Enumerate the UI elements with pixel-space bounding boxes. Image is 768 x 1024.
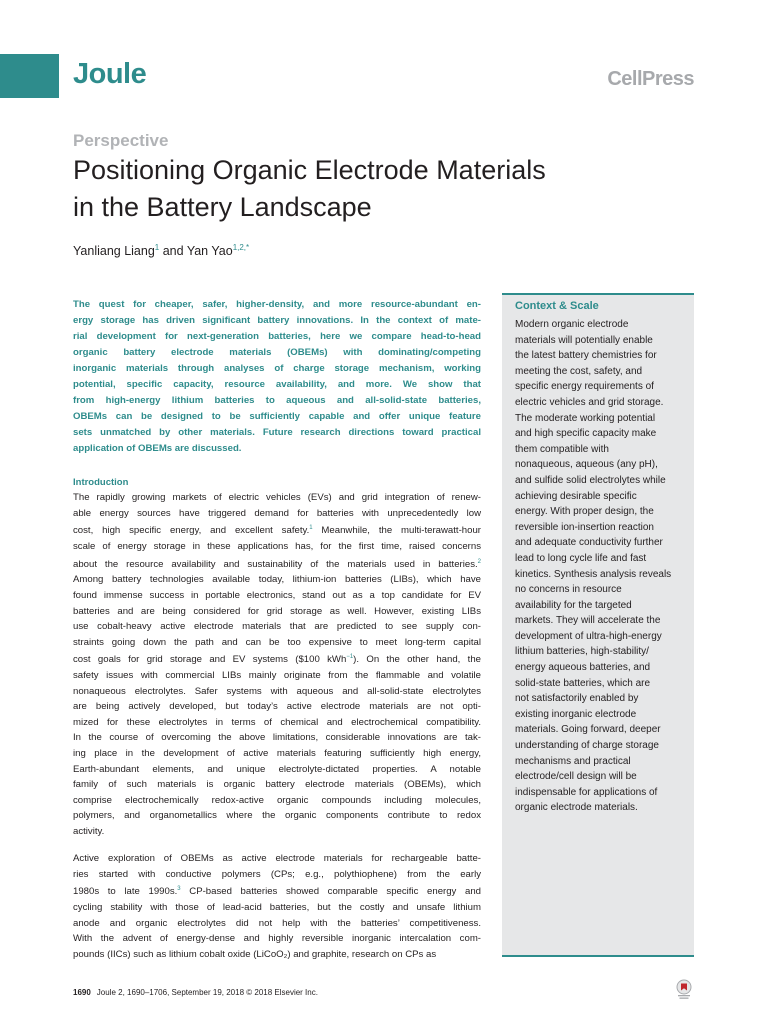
- sidebar-line: organic electrode materials.: [515, 802, 638, 814]
- sidebar-line: mechanisms and practical: [515, 755, 631, 767]
- reference-link[interactable]: 2: [477, 558, 481, 565]
- body-line: [73, 521, 481, 539]
- sidebar-line: lead to long cycle life and fast: [515, 552, 647, 564]
- sidebar-line: solid-state batteries, which are: [515, 677, 651, 689]
- sidebar-text: [515, 317, 687, 816]
- body-line: [73, 777, 481, 793]
- line-text: comprise electrochemically redox-active organic compounds including molecules,: [73, 794, 481, 806]
- author-affiliation-link[interactable]: 1,2,*: [232, 243, 250, 252]
- sidebar-line: development of ultra-high-energy: [515, 630, 662, 642]
- abstract: [73, 297, 481, 457]
- page-footer: [73, 988, 318, 997]
- abstract-line: ergy storage has driven significant battery innovations. In the context of mate-: [73, 315, 481, 326]
- body-line: [73, 916, 481, 932]
- abstract-line: application of OBEMs are discussed.: [73, 443, 242, 454]
- body-line: [73, 572, 481, 588]
- line-text: batteries and are being considered for grid storage as well. However, existing LIBs: [73, 605, 481, 617]
- second-paragraph: [73, 851, 481, 962]
- sidebar-bottom-rule: [502, 955, 694, 957]
- section-heading-introduction: Introduction: [73, 477, 129, 488]
- line-text: Active exploration of OBEMs as active electrode materials for rechargeable batte-: [73, 853, 481, 864]
- sidebar-line: lithium batteries, high-stability/: [515, 646, 649, 658]
- article-type: Perspective: [73, 131, 169, 150]
- abstract-line: potential, specific capacity, resource availability, and more. We show that: [73, 379, 481, 390]
- abstract-line: rial development for next-generation batteries, here we compare head-to-head: [73, 331, 481, 342]
- sidebar-line: reversible ion-insertion reaction: [515, 521, 654, 533]
- body-line: [73, 668, 481, 684]
- publisher-logo: CellPress: [607, 68, 694, 90]
- crossmark-icon[interactable]: [675, 979, 693, 1001]
- sidebar-line: no concerns in resource: [515, 584, 622, 596]
- sidebar-line: the latest battery chemistries for: [515, 350, 657, 362]
- sidebar-line: kinetics. Synthesis analysis reveals: [515, 568, 672, 580]
- body-line: [73, 715, 481, 731]
- line-text: Earth-abundant elements, and unique electrolyte-dictated properties. A notable: [73, 763, 481, 775]
- sidebar-line: indispensable for applications of: [515, 786, 658, 798]
- abstract-line: sets unmatched by other materials. Future research directions toward practical: [73, 427, 481, 438]
- sidebar-line: nonaqueous, aqueous (any pH),: [515, 459, 658, 471]
- line-text: Meanwhile, the multi-terawatt-hour: [312, 525, 481, 537]
- sidebar-line: energy. With proper design, the: [515, 506, 654, 518]
- author-separator: and: [159, 244, 187, 259]
- line-text: activity.: [73, 826, 105, 838]
- body-line: [73, 931, 481, 947]
- line-text: family of such materials is organic battery electrode materials (OBEMs), which: [73, 779, 481, 791]
- body-line: [73, 882, 481, 900]
- reference-link[interactable]: −1: [346, 654, 354, 661]
- sidebar-line: and sulfide solid electrolytes while: [515, 474, 666, 486]
- context-and-scale-box: [502, 293, 694, 957]
- body-line: [73, 604, 481, 620]
- body-line: [73, 851, 481, 867]
- body-line: [73, 506, 481, 522]
- sidebar-line: existing inorganic electrode: [515, 708, 637, 720]
- sidebar-line: The moderate working potential: [515, 412, 656, 424]
- sidebar-line: materials. Going forward, deeper: [515, 724, 661, 736]
- sidebar-title: Context & Scale: [515, 300, 599, 312]
- line-text: cost, high specific energy, and excellent safety.: [73, 525, 310, 537]
- body-line: [73, 947, 481, 963]
- body-line: [73, 808, 481, 824]
- author-affiliation-link[interactable]: 1: [154, 243, 160, 252]
- sidebar-line: understanding of charge storage: [515, 740, 659, 752]
- sidebar-line: and adequate conductivity further: [515, 537, 663, 549]
- abstract-line: organic battery electrode materials (OBEMs) with dominating/competing: [73, 347, 481, 358]
- line-text: 1980s to late 1990s.: [73, 886, 178, 898]
- author-name: Yanliang Liang: [73, 244, 155, 259]
- header-accent-bar: [0, 54, 59, 98]
- body-line: [73, 555, 481, 573]
- author-name: Yan Yao: [186, 244, 233, 259]
- sidebar-line: markets. They will accelerate the: [515, 615, 661, 627]
- body-line: [73, 746, 481, 762]
- author-list: [73, 243, 249, 258]
- body-line: [73, 867, 481, 883]
- line-text: are being actively developed, but today’s active electrode materials are not opti-: [73, 701, 481, 713]
- sidebar-line: and high specific capacity make: [515, 428, 657, 440]
- sidebar-line: not satisfactorily enabled by: [515, 693, 639, 705]
- line-text: pounds (IICs) such as lithium cobalt oxide (LiCoO₂) and graphite, research on CPs as: [73, 948, 437, 960]
- abstract-line: The quest for cheaper, safer, higher-density, and more resource-abundant en-: [73, 299, 481, 310]
- sidebar-line: specific energy requirements of: [515, 381, 654, 393]
- sidebar-line: electrode/cell design will be: [515, 771, 637, 783]
- body-line: [73, 824, 481, 840]
- body-line: [73, 490, 481, 506]
- line-text: ries started with conductive polymers (CPs; e.g., polythiophene) from the early: [73, 868, 481, 880]
- line-text: polymers, and organometallics where the organic components contribute to redox: [73, 810, 481, 822]
- abstract-line: inorganic materials through analyses of charge storage mechanism, working: [73, 363, 481, 374]
- article-title: [73, 152, 673, 226]
- body-line: [73, 619, 481, 635]
- line-text: Among battery technologies available today, lithium-ion batteries (LIBs), which have: [73, 574, 481, 586]
- line-text: CP-based batteries showed comparable specific energy and: [180, 886, 481, 898]
- journal-logo: Joule: [73, 58, 147, 90]
- line-text: straints going down the path and can be too expensive to meet long-term capital: [73, 636, 481, 648]
- line-text: ). On the other hand, the: [353, 654, 481, 666]
- body-line: [73, 635, 481, 651]
- line-text: safety issues with commercial LIBs mainly originate from the flammable and volatile: [73, 670, 481, 682]
- sidebar-line: Modern organic electrode: [515, 319, 629, 330]
- line-text: With the advent of energy-dense and highly reversible inorganic intercalation com-: [73, 933, 481, 945]
- line-text: nonaqueous electrolytes. Safer systems with aqueous and all-solid-state electrolytes: [73, 685, 481, 697]
- body-line: [73, 650, 481, 668]
- sidebar-line: meeting the cost, safety, and: [515, 365, 643, 377]
- sidebar-line: materials will potentially enable: [515, 334, 653, 346]
- abstract-line: OBEMs can be designed to be sufficiently capable and offer unique feature: [73, 411, 481, 422]
- title-line: Positioning Organic Electrode Materials: [73, 155, 546, 185]
- body-line: [73, 730, 481, 746]
- sidebar-line: them compatible with: [515, 443, 609, 455]
- reference-link[interactable]: 1: [309, 525, 313, 532]
- introduction-paragraph: [73, 490, 481, 840]
- line-text: ing place in the development of active materials featuring sufficiently high energy,: [73, 748, 481, 760]
- body-line: [73, 539, 481, 555]
- line-text: anode and organic electrolytes did not help with the batteries’ competitiveness.: [73, 917, 481, 929]
- body-line: [73, 588, 481, 604]
- sidebar-top-rule: [502, 293, 694, 295]
- body-line: [73, 793, 481, 809]
- sidebar-line: availability for the targeted: [515, 599, 632, 611]
- sidebar-line: electric vehicles and grid storage.: [515, 396, 664, 408]
- reference-link[interactable]: 3: [177, 886, 181, 893]
- line-text: mized for these electrolytes in terms of chemical and electrochemical compatibility.: [73, 716, 481, 728]
- sidebar-line: achieving desirable specific: [515, 490, 637, 502]
- line-text: The rapidly growing markets of electric vehicles (EVs) and grid integration of renew-: [73, 492, 481, 503]
- body-line: [73, 900, 481, 916]
- body-line: [73, 762, 481, 778]
- line-text: about the resource availability and sustainability of the materials used in batteries.: [73, 558, 478, 570]
- line-text: use cobalt-heavy active electrode materials that are predicted to see supply con-: [73, 621, 481, 633]
- title-line: in the Battery Landscape: [73, 192, 372, 222]
- sidebar-line: energy aqueous batteries, and: [515, 662, 651, 674]
- line-text: scale of energy storage in these applications has, for the first time, raised concerns: [73, 540, 481, 552]
- line-text: cost goals for grid storage and EV systems ($100 kWh: [73, 654, 347, 666]
- body-line: [73, 684, 481, 700]
- abstract-line: from high-energy lithium batteries to aqueous and all-solid-state batteries,: [73, 395, 481, 406]
- line-text: found immense success in portable electronics, stand out as a top candidate for EV: [73, 589, 481, 601]
- line-text: cycling stability with those of lead-acid batteries, but the costly and unsafe lithium: [73, 901, 481, 913]
- line-text: In the course of overcoming the above limitations, considerable innovations are tak-: [73, 732, 481, 744]
- line-text: able energy sources have triggered demand for batteries with unprecedentedly low: [73, 507, 481, 519]
- citation-line: Joule 2, 1690–1706, September 19, 2018 © 2018 Elsevier Inc.: [96, 988, 318, 997]
- body-line: [73, 699, 481, 715]
- page-number: 1690: [73, 988, 91, 997]
